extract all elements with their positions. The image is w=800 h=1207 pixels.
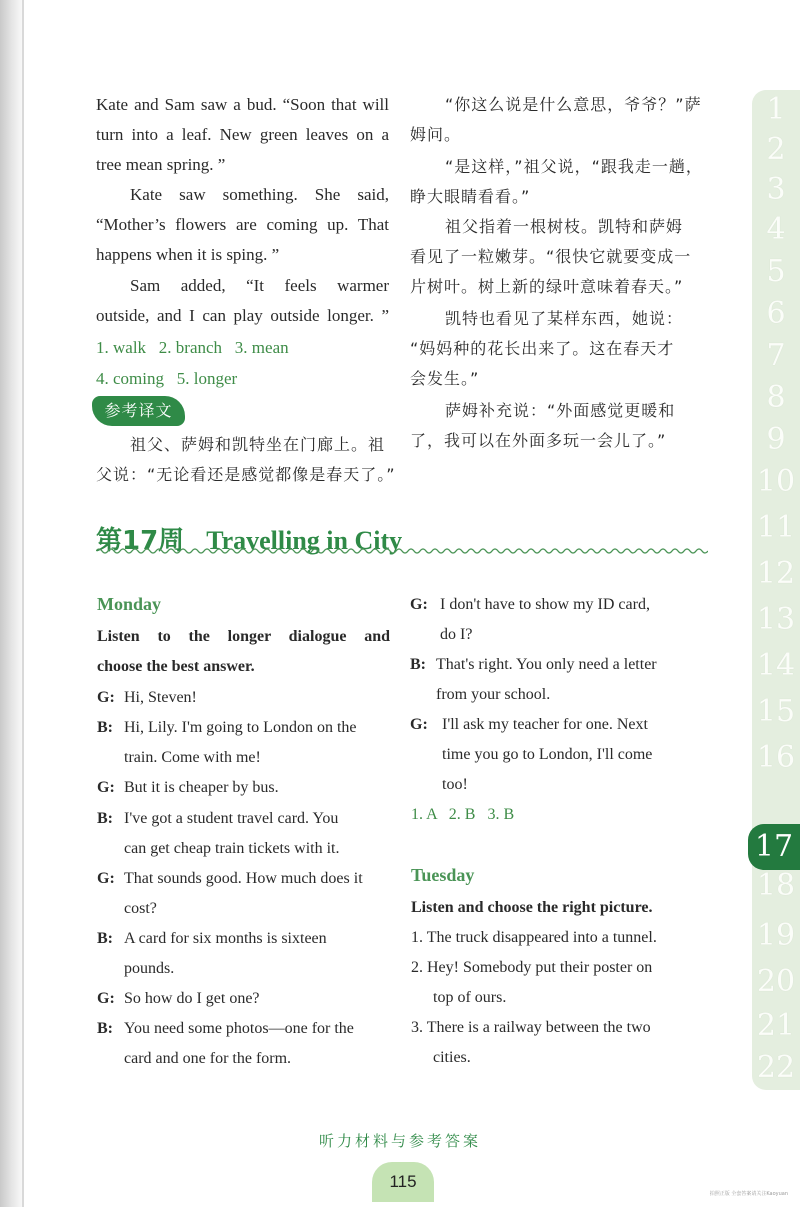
dialogue-line: time you go to London, I'll come xyxy=(442,746,653,763)
translation-right-line-1: “你这么说是什么意思，爷爷？”萨 xyxy=(445,95,702,114)
tuesday-item-3: 3. There is a railway between the two xyxy=(411,1019,651,1036)
story-line-7: Sam added, “It feels warmer xyxy=(130,276,389,295)
dialogue-line: So how do I get one? xyxy=(124,990,260,1007)
story-line-3: tree mean spring. ” xyxy=(96,155,226,174)
prev-answers-row-2: 4. coming 5. longer xyxy=(96,369,238,388)
translation-right-line-6: 看见了一粒嫩芽。“很快它就要变成一 xyxy=(410,247,692,266)
chapter-tab-14[interactable]: 14 xyxy=(756,648,796,683)
translation-right-line-4: 睁大眼睛看看。” xyxy=(410,187,531,206)
speaker-label: G: xyxy=(97,779,115,796)
translation-badge: 参考译文 xyxy=(92,396,185,426)
dialogue-line: That sounds good. How much does it xyxy=(124,870,363,887)
dialogue-line: I don't have to show my ID card, xyxy=(440,596,650,613)
dialogue-line: A card for six months is sixteen xyxy=(124,930,327,947)
footer-title: 听力材料与参考答案 xyxy=(318,1132,481,1150)
week-name: Travelling in City xyxy=(206,526,403,555)
translation-right-line-7: 片树叶。树上新的绿叶意味着春天。” xyxy=(410,277,684,296)
chapter-tab-3[interactable]: 3 xyxy=(766,172,786,207)
story-line-5: “Mother’s flowers are coming up. That xyxy=(96,215,389,234)
dialogue-line: pounds. xyxy=(124,960,175,977)
dialogue-line: That's right. You only need a letter xyxy=(436,656,657,673)
tuesday-item-2: 2. Hey! Somebody put their poster on xyxy=(411,959,653,976)
monday-instruction-line-1: Listen to the longer dialogue and xyxy=(97,628,390,645)
dialogue-line: Hi, Lily. I'm going to London on the xyxy=(124,719,357,736)
chapter-tab-10[interactable]: 10 xyxy=(756,464,796,499)
chapter-tab-2[interactable]: 2 xyxy=(766,132,786,167)
dialogue-line: card and one for the form. xyxy=(124,1050,292,1067)
chapter-tab-17-active[interactable]: 17 xyxy=(748,824,800,870)
speaker-label: G: xyxy=(97,689,115,706)
dialogue-line: You need some photos—one for the xyxy=(124,1020,354,1037)
dialogue-line: can get cheap train tickets with it. xyxy=(124,840,340,857)
monday-instruction-line-2: choose the best answer. xyxy=(97,658,255,675)
translation-right-line-11: 萨姆补充说：“外面感觉更暖和 xyxy=(445,401,676,420)
page-number: 115 xyxy=(389,1172,417,1191)
speaker-label: G: xyxy=(97,990,115,1007)
translation-right-line-12: 了，我可以在外面多玩一会儿了。” xyxy=(410,431,667,450)
tuesday-item-3-cont: cities. xyxy=(433,1049,471,1066)
translation-right-line-10: 会发生。” xyxy=(410,369,480,388)
chapter-tab-strip xyxy=(752,90,800,1090)
speaker-label: G: xyxy=(97,870,115,887)
dialogue-line: from your school. xyxy=(436,686,551,703)
book-spine-shadow xyxy=(0,0,22,1207)
story-line-4: Kate saw something. She said, xyxy=(130,185,389,204)
dialogue-line: train. Come with me! xyxy=(124,749,261,766)
speaker-label: B: xyxy=(410,656,426,673)
tuesday-instruction: Listen and choose the right picture. xyxy=(411,899,653,916)
chapter-tab-4[interactable]: 4 xyxy=(766,212,786,247)
monday-answers: 1. A 2. B 3. B xyxy=(411,806,515,823)
chapter-tab-7[interactable]: 7 xyxy=(766,338,786,373)
chapter-tab-12[interactable]: 12 xyxy=(756,556,796,591)
translation-right-line-5: 祖父指着一根树枝。凯特和萨姆 xyxy=(445,217,684,236)
monday-heading: Monday xyxy=(97,594,162,614)
chapter-tab-21[interactable]: 21 xyxy=(756,1008,796,1043)
translation-left-line-1: 祖父、萨姆和凯特坐在门廊上。祖 xyxy=(130,435,386,454)
chapter-tab-16[interactable]: 16 xyxy=(756,740,796,775)
chapter-tab-5[interactable]: 5 xyxy=(766,254,786,289)
week-number: 第17周 xyxy=(96,526,185,556)
prev-answers-row-1: 1. walk 2. branch 3. mean xyxy=(96,338,289,357)
translation-right-line-3: “是这样，”祖父说，“跟我走一趟， xyxy=(445,157,703,176)
speaker-label: B: xyxy=(97,1020,113,1037)
chapter-tab-15[interactable]: 15 xyxy=(756,694,796,729)
chapter-tab-11[interactable]: 11 xyxy=(756,510,796,545)
chapter-tab-22[interactable]: 22 xyxy=(756,1050,796,1085)
chapter-tab-1[interactable]: 1 xyxy=(766,92,786,127)
tuesday-item-2-cont: top of ours. xyxy=(433,989,507,1006)
dialogue-line: do I? xyxy=(440,626,473,643)
story-line-6: happens when it is sping. ” xyxy=(96,245,280,264)
page-number-badge xyxy=(372,1162,434,1202)
dialogue-line: I'll ask my teacher for one. Next xyxy=(442,716,648,733)
chapter-tab-9[interactable]: 9 xyxy=(766,422,786,457)
chapter-tab-8[interactable]: 8 xyxy=(766,380,786,415)
wavy-underline xyxy=(96,544,708,558)
dialogue-line: But it is cheaper by bus. xyxy=(124,779,279,796)
chapter-tab-18[interactable]: 18 xyxy=(756,868,796,903)
speaker-label: B: xyxy=(97,810,113,827)
tuesday-item-1: 1. The truck disappeared into a tunnel. xyxy=(411,929,657,946)
story-line-8: outside, and I can play outside longer. ” xyxy=(96,306,389,325)
dialogue-line: cost? xyxy=(124,900,157,917)
translation-right-line-9: “妈妈种的花长出来了。这在春天才 xyxy=(410,339,675,358)
translation-right-line-8: 凯特也看见了某样东西，她说： xyxy=(445,309,684,328)
chapter-tab-13[interactable]: 13 xyxy=(756,602,796,637)
book-spine-edge xyxy=(22,0,24,1207)
speaker-label: B: xyxy=(97,719,113,736)
translation-right-line-2: 姆问。 xyxy=(410,125,462,144)
story-line-1: Kate and Sam saw a bud. “Soon that will xyxy=(96,95,389,114)
speaker-label: G: xyxy=(410,596,428,613)
story-line-2: turn into a leaf. New green leaves on a xyxy=(96,125,389,144)
chapter-tab-20[interactable]: 20 xyxy=(756,964,796,999)
translation-left-line-2: 父说：“无论看还是感觉都像是春天了。” xyxy=(96,465,396,484)
dialogue-line: I've got a student travel card. You xyxy=(124,810,339,827)
speaker-label: G: xyxy=(410,716,428,733)
dialogue-line: too! xyxy=(442,776,468,793)
speaker-label: B: xyxy=(97,930,113,947)
chapter-tab-19[interactable]: 19 xyxy=(756,918,796,953)
tuesday-heading: Tuesday xyxy=(411,865,475,885)
footer-tiny-note: 拍照正版 全套答案请关注Kaoyuan xyxy=(709,1191,788,1197)
chapter-tab-6[interactable]: 6 xyxy=(766,296,786,331)
dialogue-line: Hi, Steven! xyxy=(124,689,197,706)
